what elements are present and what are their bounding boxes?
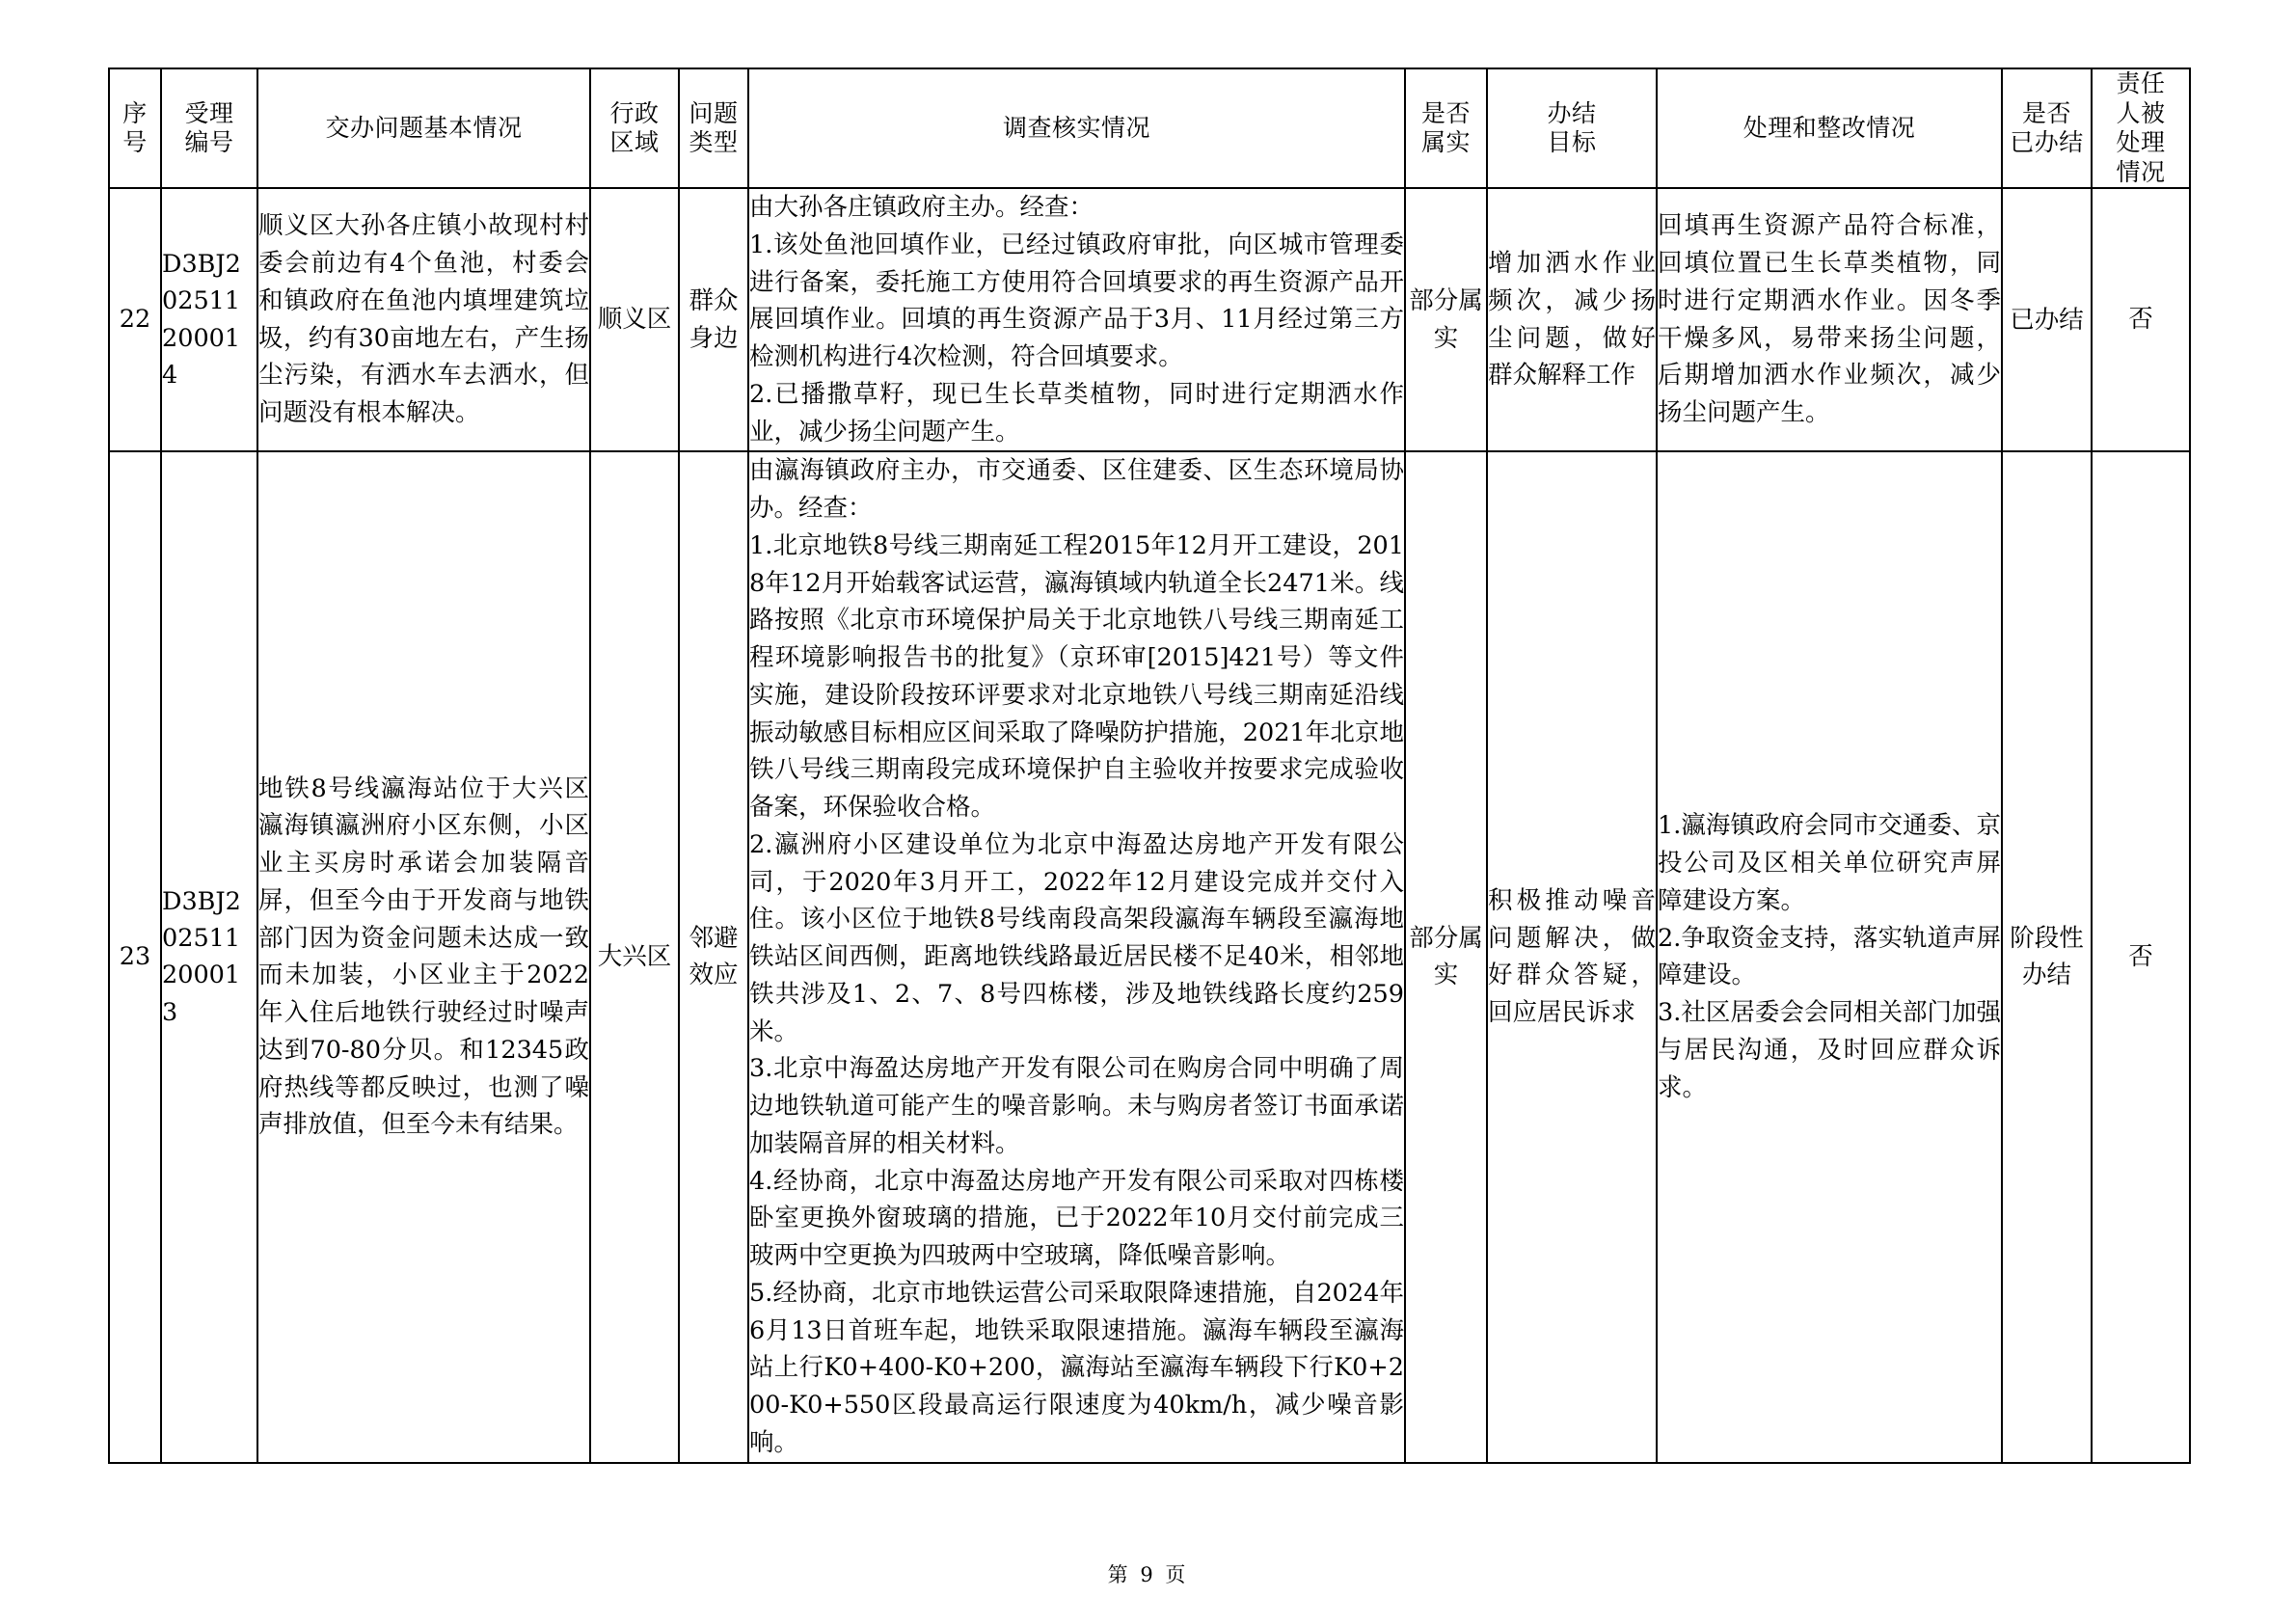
cell-problem-basic: 地铁8号线瀛海站位于大兴区瀛海镇瀛洲府小区东侧，小区业主买房时承诺会加装隔音屏，但至今由于开发商与地铁部门因为资金问题未达成一致而未加装，小区业主于2022年入住后地铁行驶经过时噪声达到70-80分贝。和12345政府热线等都反映过，也测了噪声排放值，但至今未有结果。 — [257, 451, 590, 1462]
investigation-paragraph: 1.北京地铁8号线三期南延工程2015年12月开工建设，2018年12月开始载客试运营，瀛海镇域内轨道全长2471米。线路按照《北京市环境保护局关于北京地铁八号线三期南延工程环境影响报告书的批复》（京环审[2015]421号）等文件实施，建设阶段按环评要求对北京地铁八号线三期南延沿线振动敏感目标相应区间采取了降噪防护措施，2021年北京地铁八号线三期南段完成环境保护自主验收并按要求完成验收备案，环保验收合格。 — [749, 530, 1404, 822]
handling-paragraph: 1.瀛海镇政府会同市交通委、京投公司及区相关单位研究声屏障建设方案。 — [1658, 811, 2001, 915]
header-close-target-line1: 办结 — [1547, 99, 1597, 127]
table-row — [109, 188, 2190, 451]
header-admin-region-line2: 区域 — [609, 129, 660, 156]
accept-no-line: 02511 — [162, 924, 241, 954]
header-close-target — [1487, 68, 1657, 188]
page-footer: 第 9 页 — [1107, 1563, 1189, 1586]
header-seq — [109, 68, 161, 188]
cell-is-true: 部分属实 — [1405, 451, 1487, 1462]
accept-no-line: 02511 — [162, 286, 241, 316]
header-seq-line2: 号 — [122, 129, 148, 156]
header-problem-basic — [257, 68, 590, 188]
header-person-punished-line3: 处理 — [2116, 129, 2166, 156]
handling-paragraph: 2.争取资金支持，落实轨道声屏障建设。 — [1658, 923, 2001, 990]
accept-no-line: 4 — [162, 360, 178, 390]
header-is-closed-line1: 是否 — [2021, 99, 2071, 127]
cell-accept-no — [161, 188, 257, 451]
cell-investigation — [748, 451, 1405, 1462]
accept-no-line: D3BJ2 — [162, 250, 241, 280]
header-problem-type-line2: 类型 — [689, 129, 739, 156]
case-table — [108, 68, 2191, 1464]
investigation-paragraph: 1.该处鱼池回填作业，已经过镇政府审批，向区城市管理委进行备案，委托施工方使用符合回填要求的再生资源产品开展回填作业。回填的再生资源产品于3月、11月经过第三方检测机构进行4次检测，符合回填要求。 — [749, 230, 1404, 371]
cell-close-target: 积极推动噪音问题解决，做好群众答疑，回应居民诉求 — [1487, 451, 1657, 1462]
cell-person-punished: 否 — [2092, 188, 2190, 451]
header-handling-line1: 处理和整改情况 — [1742, 114, 1916, 142]
cell-handling — [1657, 188, 2002, 451]
header-problem-basic-line1: 交办问题基本情况 — [325, 114, 523, 142]
handling-paragraph: 3.社区居委会会同相关部门加强与居民沟通，及时回应群众诉求。 — [1658, 998, 2001, 1102]
header-is-closed-line2: 已办结 — [2010, 129, 2084, 156]
cell-person-punished: 否 — [2092, 451, 2190, 1462]
header-accept-no-line1: 受理 — [184, 99, 234, 127]
cell-accept-no — [161, 451, 257, 1462]
cell-investigation — [748, 188, 1405, 451]
accept-no-line: 20001 — [162, 961, 241, 990]
accept-no-line: 20001 — [162, 323, 241, 353]
header-is-true-line1: 是否 — [1420, 99, 1471, 127]
header-person-punished-line1: 责任 — [2116, 70, 2166, 97]
header-problem-type-line1: 问题 — [689, 99, 739, 127]
cell-is-closed: 阶段性办结 — [2002, 451, 2092, 1462]
investigation-paragraph: 3.北京中海盈达房地产开发有限公司在购房合同中明确了周边地铁轨道可能产生的噪音影响。未与购房者签订书面承诺加装隔音屏的相关材料。 — [749, 1054, 1404, 1158]
investigation-paragraph: 2.已播撒草籽，现已生长草类植物，同时进行定期洒水作业，减少扬尘问题产生。 — [749, 379, 1404, 447]
table-body — [109, 188, 2190, 1463]
cell-problem-basic: 顺义区大孙各庄镇小故现村村委会前边有4个鱼池，村委会和镇政府在鱼池内填埋建筑垃圾，约有30亩地左右，产生扬尘污染，有洒水车去洒水，但问题没有根本解决。 — [257, 188, 590, 451]
header-is-true-line2: 属实 — [1420, 129, 1471, 156]
investigation-paragraph: 5.经协商，北京市地铁运营公司采取限降速措施，自2024年6月13日首班车起，地铁采取限速措施。瀛海车辆段至瀛海站上行K0+400-K0+200，瀛海站至瀛海车辆段下行K0+200-K0+550区段最高运行限速度为40km/h，减少噪音影响。 — [749, 1278, 1404, 1457]
header-close-target-line2: 目标 — [1547, 129, 1597, 156]
header-investigation — [748, 68, 1405, 188]
header-row — [109, 68, 2190, 188]
cell-close-target: 增加洒水作业频次，减少扬尘问题，做好群众解释工作 — [1487, 188, 1657, 451]
header-seq-line1: 序 — [122, 99, 148, 127]
header-investigation-line1: 调查核实情况 — [1002, 114, 1150, 142]
header-is-true — [1405, 68, 1487, 188]
investigation-paragraph: 由大孙各庄镇政府主办。经查： — [749, 193, 1094, 222]
header-person-punished-line2: 人被 — [2116, 99, 2166, 127]
cell-is-closed: 已办结 — [2002, 188, 2092, 451]
investigation-paragraph: 2.瀛洲府小区建设单位为北京中海盈达房地产开发有限公司，于2020年3月开工，2022年12月建设完成并交付入住。该小区位于地铁8号线南段高架段瀛海车辆段至瀛海地铁站区间西侧，距离地铁线路最近居民楼不足40米，相邻地铁共涉及1、2、7、8号四栋楼，涉及地铁线路长度约259米。 — [749, 829, 1404, 1046]
header-person-punished — [2092, 68, 2190, 188]
table-header — [109, 68, 2190, 188]
header-handling — [1657, 68, 2002, 188]
header-accept-no — [161, 68, 257, 188]
cell-seq: 22 — [109, 188, 161, 451]
cell-admin-region: 大兴区 — [590, 451, 679, 1462]
cell-seq: 23 — [109, 451, 161, 1462]
accept-no-line: 3 — [162, 997, 178, 1027]
cell-problem-type: 邻避效应 — [679, 451, 748, 1462]
table-row — [109, 451, 2190, 1462]
cell-is-true: 部分属实 — [1405, 188, 1487, 451]
investigation-paragraph: 由瀛海镇政府主办，市交通委、区住建委、区生态环境局协办。经查： — [749, 456, 1404, 523]
cell-problem-type: 群众身边 — [679, 188, 748, 451]
header-person-punished-line4: 情况 — [2116, 158, 2166, 186]
cell-handling — [1657, 451, 2002, 1462]
handling-paragraph: 回填再生资源产品符合标准，回填位置已生长草类植物，同时进行定期洒水作业。因冬季干燥多风，易带来扬尘问题，后期增加洒水作业频次，减少扬尘问题产生。 — [1658, 211, 2001, 428]
cell-admin-region: 顺义区 — [590, 188, 679, 451]
accept-no-line: D3BJ2 — [162, 886, 241, 916]
header-is-closed — [2002, 68, 2092, 188]
header-admin-region — [590, 68, 679, 188]
investigation-paragraph: 4.经协商，北京中海盈达房地产开发有限公司采取对四栋楼卧室更换外窗玻璃的措施，已于2022年10月交付前完成三玻两中空更换为四玻两中空玻璃，降低噪音影响。 — [749, 1166, 1404, 1270]
header-problem-type — [679, 68, 748, 188]
header-admin-region-line1: 行政 — [609, 99, 660, 127]
header-accept-no-line2: 编号 — [184, 129, 234, 156]
